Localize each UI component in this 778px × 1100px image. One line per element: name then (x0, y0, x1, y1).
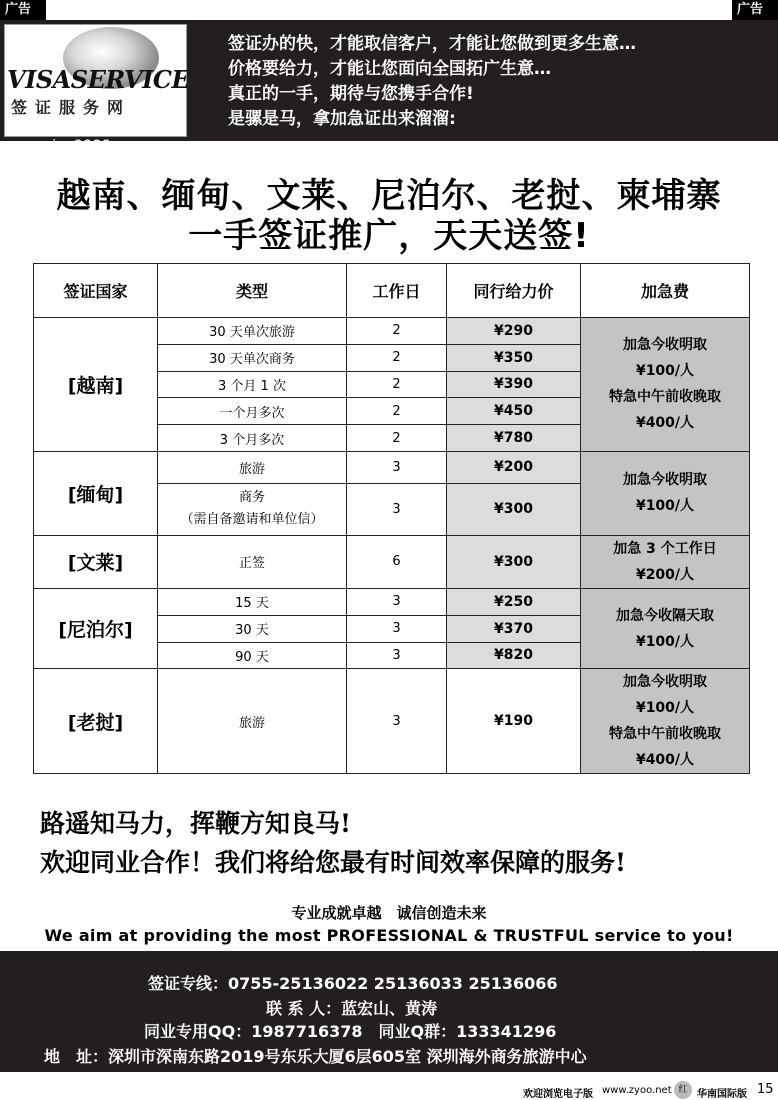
visa-type: 30 天单次商务 (158, 344, 347, 371)
price: ¥390 (447, 371, 581, 398)
country-nepal: [尼泊尔] (34, 588, 158, 668)
logo-brand: VISASERVICE (7, 65, 190, 94)
workdays: 6 (347, 535, 447, 588)
motto-line-1: 路遥知马力，挥鞭方知良马! (40, 809, 351, 838)
header-rush-fee: 加急费 (581, 264, 750, 318)
visa-type (158, 483, 347, 535)
logo (4, 24, 190, 137)
workdays: 3 (347, 588, 447, 615)
rush-line: ¥200/人 (635, 566, 695, 583)
contact-footer (0, 951, 778, 1072)
price: ¥200 (447, 451, 581, 483)
price: ¥190 (447, 669, 581, 774)
rush-line: ¥400/人 (635, 415, 695, 432)
rush-fee-laos (581, 669, 750, 774)
workdays: 3 (347, 642, 447, 669)
country-laos: [老挝] (34, 669, 158, 774)
price: ¥300 (447, 535, 581, 588)
rush-line: 加急今收隔天取 (616, 607, 714, 624)
rush-line: 加急今收明取 (623, 674, 707, 691)
slogan-line: 签证办的快，才能取信客户，才能让您做到更多生意… (228, 34, 636, 54)
page-number: 15 (757, 1082, 774, 1097)
page-subtitle: 一手签证推广，天天送签! (188, 216, 590, 256)
website-url: www.visa8888.com (4, 138, 148, 154)
price: ¥290 (447, 318, 581, 345)
visa-price-table (33, 263, 750, 774)
table-row (34, 669, 750, 774)
page-title: 越南、缅甸、文莱、尼泊尔、老挝、柬埔寨 (56, 176, 722, 216)
country-vietnam: [越南] (34, 318, 158, 452)
rush-fee-brunei (581, 535, 750, 588)
visa-type: 30 天 (158, 615, 347, 642)
workdays: 3 (347, 615, 447, 642)
rush-line: 特急中午前收晚取 (609, 726, 721, 743)
price: ¥350 (447, 344, 581, 371)
workdays: 3 (347, 669, 447, 774)
rush-line: ¥100/人 (635, 498, 695, 515)
table-header-row (34, 264, 750, 318)
header-banner (0, 20, 778, 154)
header-slogans (228, 32, 773, 132)
visa-type: 3 个月 1 次 (158, 371, 347, 398)
table-row (34, 451, 750, 483)
workdays: 2 (347, 425, 447, 452)
logo-cn-name: 签证服务网 (11, 98, 132, 117)
price: ¥300 (447, 483, 581, 535)
header-country: 签证国家 (34, 264, 158, 318)
workdays: 3 (347, 451, 447, 483)
english-slogan: We aim at providing the most PROFESSIONAL & TRUSTFUL service to you! (44, 926, 734, 945)
price: ¥250 (447, 588, 581, 615)
visa-type: 15 天 (158, 588, 347, 615)
workdays: 2 (347, 398, 447, 425)
header-type: 类型 (158, 264, 347, 318)
slogan-line: 是骡是马，拿加急证出来溜溜: (228, 109, 456, 129)
hotline: 签证专线：0755-25136022 25136033 25136066 (148, 974, 558, 993)
table-row (34, 588, 750, 615)
visa-type: 一个月多次 (158, 398, 347, 425)
visa-type: 正签 (158, 535, 347, 588)
site-link[interactable]: www.zyoo.net (602, 1085, 672, 1096)
ad-label-right: 广告 (732, 0, 778, 20)
rush-line: 加急 3 个工作日 (613, 540, 717, 557)
country-brunei: [文莱] (34, 535, 158, 588)
rush-fee-vietnam (581, 318, 750, 452)
qq-contact: 同业专用QQ：1987716378 同业Q群：133341296 (144, 1022, 557, 1041)
visa-type-name: 商务 (238, 490, 265, 506)
publication-logo-icon: 红 (674, 1081, 692, 1099)
workdays: 2 (347, 318, 447, 345)
price: ¥450 (447, 398, 581, 425)
rush-line: 特急中午前收晚取 (609, 389, 721, 406)
rush-fee-nepal (581, 588, 750, 668)
header-workdays: 工作日 (347, 264, 447, 318)
price: ¥780 (447, 425, 581, 452)
visa-type: 30 天单次旅游 (158, 318, 347, 345)
visa-type: 旅游 (158, 669, 347, 774)
header-price: 同行给力价 (447, 264, 581, 318)
country-myanmar: [缅甸] (34, 451, 158, 535)
rush-line: ¥100/人 (635, 633, 695, 650)
visa-type: 旅游 (158, 451, 347, 483)
welcome-text: 欢迎浏览电子版 (523, 1089, 593, 1100)
visa-type: 3 个月多次 (158, 425, 347, 452)
rush-line: ¥100/人 (635, 363, 695, 380)
rush-line: ¥400/人 (635, 752, 695, 769)
price: ¥820 (447, 642, 581, 669)
edition-name: 华南国际版 (697, 1089, 747, 1100)
rush-fee-myanmar (581, 451, 750, 535)
visa-type-note: （需自备邀请和单位信） (180, 512, 324, 528)
rush-line: ¥100/人 (635, 700, 695, 717)
page-footer (0, 1079, 778, 1100)
table-row (34, 318, 750, 345)
rush-line: 加急今收明取 (623, 337, 707, 354)
contact-person: 联 系 人：蓝宏山、黄涛 (266, 999, 438, 1018)
motto-line-2: 欢迎同业合作！我们将给您最有时间效率保障的服务! (40, 848, 626, 877)
visa-type: 90 天 (158, 642, 347, 669)
workdays: 2 (347, 371, 447, 398)
address: 地 址：深圳市深南东路2019号东乐大厦6层605室 深圳海外商务旅游中心 (44, 1047, 587, 1066)
workdays: 2 (347, 344, 447, 371)
price: ¥370 (447, 615, 581, 642)
workdays: 3 (347, 483, 447, 535)
company-slogan: 专业成就卓越 诚信创造未来 (291, 904, 487, 922)
rush-line: 加急今收明取 (623, 472, 707, 489)
slogan-line: 真正的一手，期待与您携手合作! (228, 84, 474, 104)
ad-label-left: 广告 (0, 0, 46, 20)
table-row (34, 535, 750, 588)
slogan-line: 价格要给力，才能让您面向全国拓广生意… (228, 59, 551, 79)
